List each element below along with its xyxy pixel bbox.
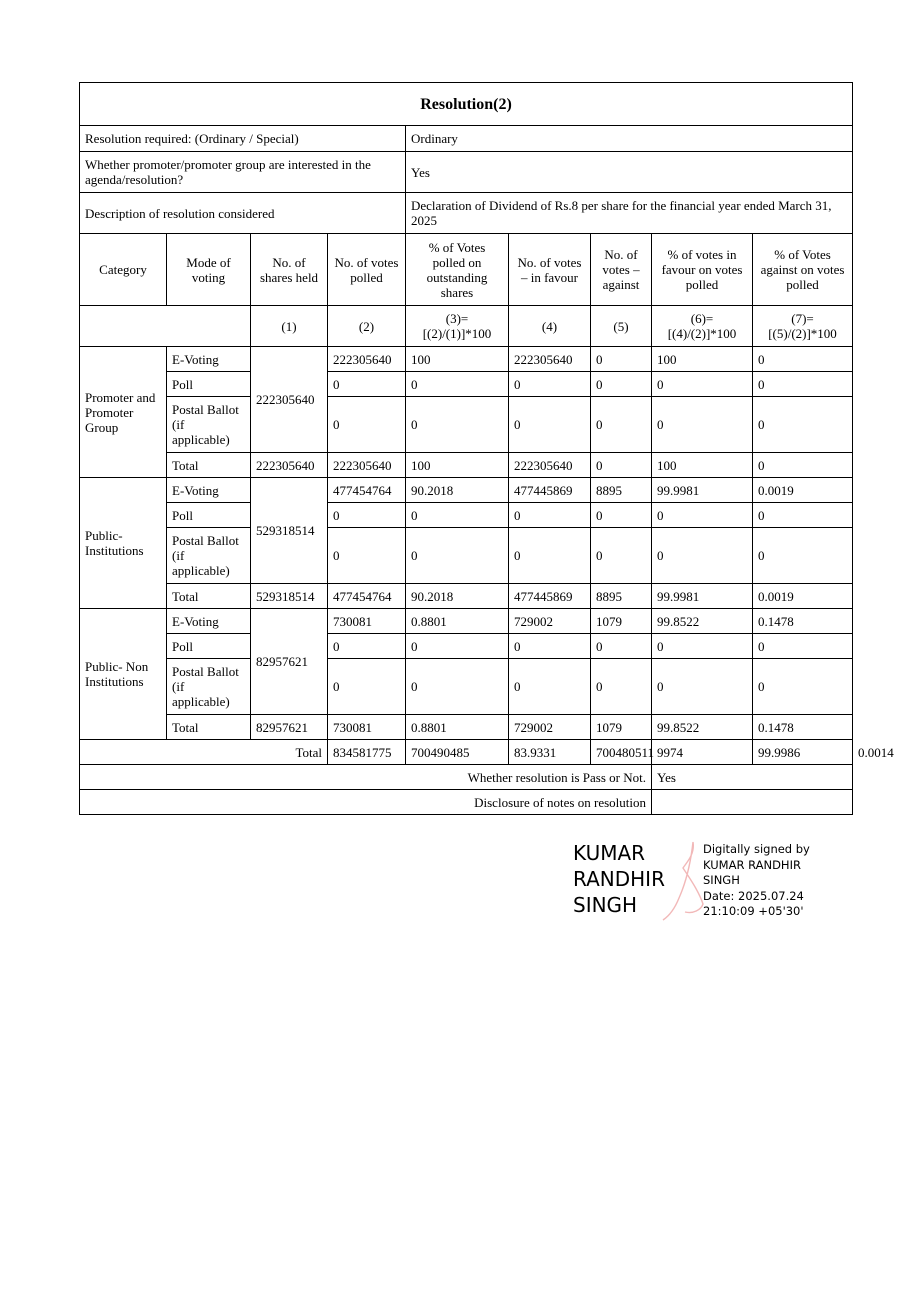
info-label: Whether promoter/promoter group are interested in the agenda/resolution? (80, 152, 406, 193)
column-header: Category (80, 234, 167, 306)
info-label: Description of resolution considered (80, 193, 406, 234)
table-cell: 0 (328, 659, 406, 715)
table-cell: 0 (328, 528, 406, 584)
table-cell: 90.2018 (406, 584, 509, 609)
category-cell: Public- Institutions (80, 478, 167, 609)
table-cell: 0 (509, 503, 591, 528)
table-cell: 0.0019 (753, 478, 853, 503)
table-cell: 9974 (652, 740, 753, 765)
table-cell: 0 (753, 634, 853, 659)
table-cell: 99.9981 (652, 478, 753, 503)
category-cell: Promoter and Promoter Group (80, 347, 167, 478)
table-cell: 0 (753, 397, 853, 453)
table-cell: 0.8801 (406, 715, 509, 740)
formula-label: (5) (591, 306, 652, 347)
table-row (80, 528, 853, 584)
table-cell: 0 (652, 528, 753, 584)
signature-detail-line: Digitally signed by (703, 842, 810, 856)
table-cell: 477445869 (509, 478, 591, 503)
table-cell: 0 (509, 397, 591, 453)
table-row (80, 659, 853, 715)
table-cell: 99.9981 (652, 584, 753, 609)
table-cell: 0.0019 (753, 584, 853, 609)
table-cell: 8895 (591, 478, 652, 503)
table-cell: 0 (652, 634, 753, 659)
info-value: Yes (406, 152, 853, 193)
shares-held-cell: 82957621 (251, 609, 328, 715)
table-cell: 477454764 (328, 478, 406, 503)
column-header: % of Votes against on votes polled (753, 234, 853, 306)
table-cell: 0 (328, 634, 406, 659)
signature-mark-icon (657, 840, 707, 922)
table-cell: 0 (652, 659, 753, 715)
info-label: Resolution required: (Ordinary / Special) (80, 126, 406, 152)
mode-cell: Postal Ballot (if applicable) (167, 397, 251, 453)
signer-name-line: KUMAR (573, 841, 646, 865)
table-cell: 0 (591, 397, 652, 453)
table-row (80, 634, 853, 659)
table-cell: 0.1478 (753, 715, 853, 740)
pass-status-label: Whether resolution is Pass or Not. (80, 765, 652, 790)
table-cell: 0 (328, 372, 406, 397)
column-header: No. of votes – in favour (509, 234, 591, 306)
table-cell: 0.8801 (406, 609, 509, 634)
table-cell: 222305640 (328, 453, 406, 478)
table-cell: 730081 (328, 609, 406, 634)
table-cell: 0 (591, 503, 652, 528)
table-cell: 0 (591, 528, 652, 584)
table-cell: 529318514 (251, 584, 328, 609)
group-total-label: Total (167, 584, 251, 609)
formula-label: (6)= [(4)/(2)]*100 (652, 306, 753, 347)
group-total-label: Total (167, 453, 251, 478)
table-cell: 222305640 (328, 347, 406, 372)
formula-label: (3)= [(2)/(1)]*100 (406, 306, 509, 347)
table-cell: 0 (753, 528, 853, 584)
table-cell: 100 (406, 453, 509, 478)
table-cell: 0 (509, 528, 591, 584)
grand-total-label: Total (80, 740, 328, 765)
table-cell: 99.8522 (652, 715, 753, 740)
table-row (80, 397, 853, 453)
signature-detail-line: SINGH (703, 873, 740, 887)
table-cell: 0 (509, 372, 591, 397)
table-cell: 477445869 (509, 584, 591, 609)
table-cell: 0 (652, 372, 753, 397)
formula-blank (80, 306, 251, 347)
column-header: No. of shares held (251, 234, 328, 306)
mode-cell: Poll (167, 372, 251, 397)
table-row (80, 478, 853, 503)
table-cell: 0 (753, 659, 853, 715)
table-cell: 0 (591, 347, 652, 372)
table-cell: 0 (591, 634, 652, 659)
table-cell: 0 (328, 397, 406, 453)
table-cell: 0 (753, 347, 853, 372)
table-cell: 8895 (591, 584, 652, 609)
mode-cell: Postal Ballot (if applicable) (167, 528, 251, 584)
table-cell: 100 (652, 453, 753, 478)
table-cell: 0 (406, 397, 509, 453)
formula-label: (7)= [(5)/(2)]*100 (753, 306, 853, 347)
table-cell: 82957621 (251, 715, 328, 740)
table-cell: 0 (406, 503, 509, 528)
formula-label: (4) (509, 306, 591, 347)
column-header: Mode of voting (167, 234, 251, 306)
column-header: % of Votes polled on outstanding shares (406, 234, 509, 306)
table-cell: 0 (406, 528, 509, 584)
table-cell: 222305640 (509, 347, 591, 372)
table-cell: 100 (652, 347, 753, 372)
resolution-title: Resolution(2) (80, 83, 853, 126)
info-value: Declaration of Dividend of Rs.8 per share for the financial year ended March 31, 2025 (406, 193, 853, 234)
resolution-document (79, 82, 894, 815)
table-cell: 0 (509, 659, 591, 715)
table-row (80, 503, 853, 528)
signature-detail-line: KUMAR RANDHIR (703, 857, 801, 872)
table-cell: 0 (591, 659, 652, 715)
table-cell: 0 (753, 372, 853, 397)
column-header: % of votes in favour on votes polled (652, 234, 753, 306)
table-cell: 700490485 (406, 740, 509, 765)
group-total-row (80, 584, 853, 609)
table-cell: 100 (406, 347, 509, 372)
mode-cell: E-Voting (167, 347, 251, 372)
table-cell: 0 (509, 634, 591, 659)
table-cell: 222305640 (509, 453, 591, 478)
digital-signature (573, 840, 833, 925)
disclosure-value (652, 790, 853, 815)
table-cell: 700480511 (591, 740, 652, 765)
table-cell: 83.9331 (509, 740, 591, 765)
table-cell: 0.1478 (753, 609, 853, 634)
table-cell: 0 (652, 397, 753, 453)
info-value: Ordinary (406, 126, 853, 152)
column-header: No. of votes polled (328, 234, 406, 306)
table-cell: 90.2018 (406, 478, 509, 503)
mode-cell: E-Voting (167, 478, 251, 503)
group-total-row (80, 715, 853, 740)
mode-cell: E-Voting (167, 609, 251, 634)
table-cell: 477454764 (328, 584, 406, 609)
signature-detail-line: 21:10:09 +05'30' (703, 904, 804, 918)
signer-name-line: RANDHIR (573, 867, 665, 891)
table-cell: 1079 (591, 609, 652, 634)
column-header: No. of votes – against (591, 234, 652, 306)
group-total-row (80, 453, 853, 478)
table-row (80, 609, 853, 634)
disclosure-label: Disclosure of notes on resolution (80, 790, 652, 815)
signer-name (573, 840, 665, 918)
formula-label: (2) (328, 306, 406, 347)
grand-total-row: Total 834581775 700490485 83.9331 700480511 9974 99.9986 0.0014 (80, 740, 853, 765)
mode-cell: Poll (167, 503, 251, 528)
table-cell: 0 (753, 503, 853, 528)
table-cell: 0 (591, 372, 652, 397)
table-cell: 222305640 (251, 453, 328, 478)
table-row (80, 347, 853, 372)
table-cell: 0 (406, 659, 509, 715)
table-cell: 99.9986 (753, 740, 853, 765)
table-cell: 0 (406, 634, 509, 659)
category-cell: Public- Non Institutions (80, 609, 167, 740)
table-cell: 729002 (509, 609, 591, 634)
table-cell: 0 (406, 372, 509, 397)
group-total-label: Total (167, 715, 251, 740)
signature-details (703, 842, 833, 920)
mode-cell: Postal Ballot (if applicable) (167, 659, 251, 715)
table-cell: 730081 (328, 715, 406, 740)
table-cell: 729002 (509, 715, 591, 740)
formula-label: (1) (251, 306, 328, 347)
table-cell: 99.8522 (652, 609, 753, 634)
table-cell: 1079 (591, 715, 652, 740)
table-cell: 0 (652, 503, 753, 528)
table-cell: 0 (591, 453, 652, 478)
table-cell: 0 (328, 503, 406, 528)
signature-detail-line: Date: 2025.07.24 (703, 888, 804, 903)
resolution-table (79, 82, 894, 815)
mode-cell: Poll (167, 634, 251, 659)
pass-status-value: Yes (652, 765, 853, 790)
table-cell: 0 (753, 453, 853, 478)
shares-held-cell: 222305640 (251, 347, 328, 453)
table-row (80, 372, 853, 397)
shares-held-cell: 529318514 (251, 478, 328, 584)
signer-name-line: SINGH (573, 893, 638, 917)
table-cell: 834581775 (328, 740, 406, 765)
